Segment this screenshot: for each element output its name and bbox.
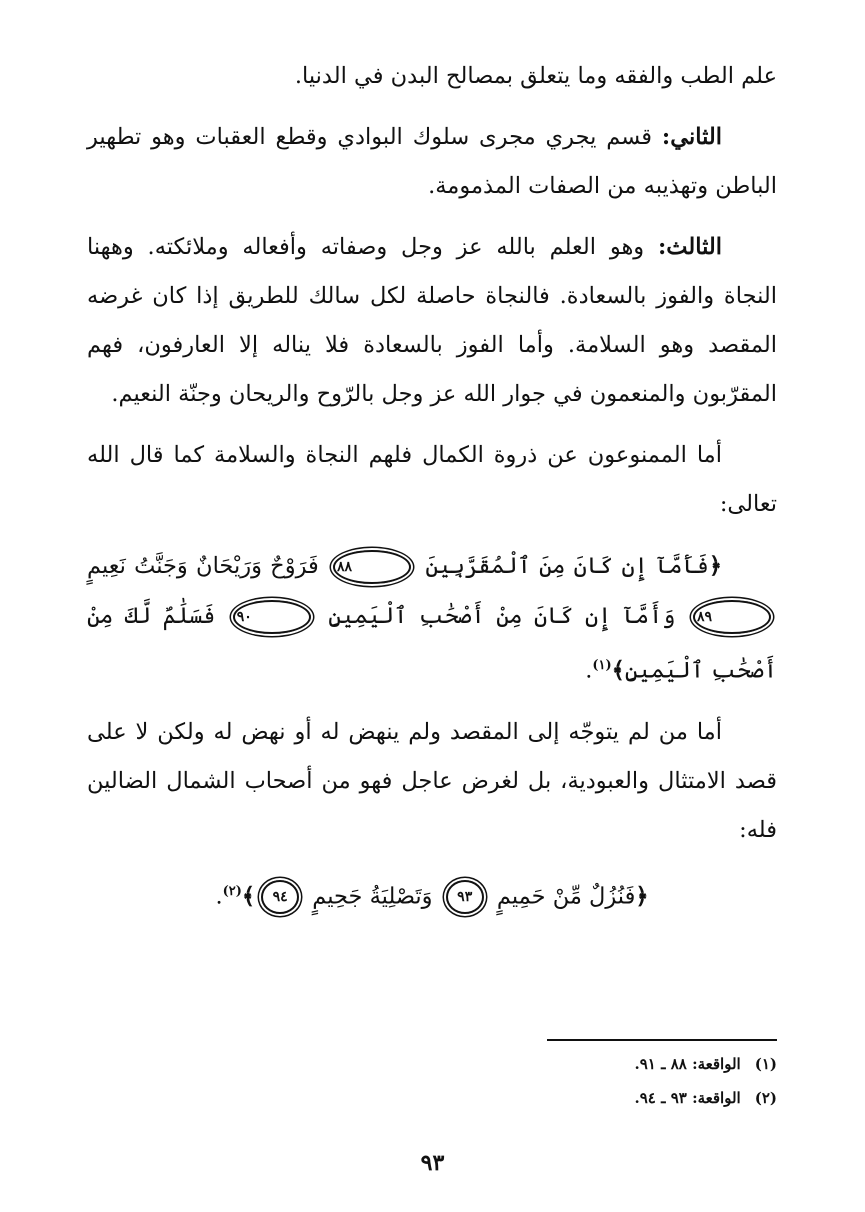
main-text: [87, 52, 777, 933]
footnotes: [377, 1047, 777, 1115]
footnote-reference: (١): [592, 658, 612, 673]
paragraph-not-directed: [87, 708, 777, 855]
paragraph-text: أما الممنوعون عن ذروة الكمال فلهم النجاة والسلامة كما قال الله تعالى:: [87, 442, 777, 517]
quran-close-brace: ﴾: [241, 883, 256, 909]
ayah-marker: ٨٨: [333, 550, 411, 584]
footnote-text: الواقعة: ٨٨ ـ ٩١.: [634, 1055, 741, 1073]
paragraph-third: [87, 223, 777, 419]
quran-segment: وَأَمَّآ إِن كَانَ مِنْ أَصْحَٰبِ ٱلْيَمِينِ: [328, 603, 676, 629]
sentence-end: .: [215, 883, 223, 909]
quran-segment: فَسَلَٰمٌ لَّكَ مِنْ أَصْحَٰبِ ٱلْيَمِينِ: [87, 603, 777, 684]
quran-segment: وَتَصْلِيَةُ جَحِيمٍ: [312, 883, 433, 909]
quran-close-brace: ﴾: [611, 657, 625, 684]
paragraph-second: [87, 113, 777, 211]
footnote-item: [377, 1047, 777, 1081]
footnote-divider: [547, 1039, 777, 1041]
paragraph-lead: الثالث:: [657, 234, 722, 260]
quran-segment: فَأَمَّآ إِن كَانَ مِنَ ٱلْمُقَرَّبِينَ: [425, 553, 709, 579]
ayah-marker: ٨٩: [693, 600, 771, 634]
footnote-number: (١): [754, 1055, 777, 1073]
quran-quote-2: [87, 867, 777, 922]
sentence-end: .: [585, 657, 593, 684]
paragraph-continuation: [87, 52, 777, 101]
quran-quote-1: [87, 541, 777, 696]
paragraph-text: علم الطب والفقه وما يتعلق بمصالح البدن في الدنيا.: [294, 63, 777, 89]
footnote-text: الواقعة: ٩٣ ـ ٩٤.: [634, 1089, 741, 1107]
ayah-marker: ٩٠: [233, 600, 311, 634]
paragraph-text: وهو العلم بالله عز وجل وصفاته وأفعاله وملائكته. وههنا النجاة والفوز بالسعادة. فالنجاة حاصلة لكل سالك للطريق إذا كان غرضه المقصد وهو السلامة. وأما الفوز بالسعادة فلا يناله إلا العارفون، فهم المقرّبون والمنعمون في جوار الله عز وجل بالرّوح والريحان وجنّة النعيم.: [87, 234, 777, 407]
paragraph-forbidden: [87, 431, 777, 529]
quran-segment: فَرَوْحٌ وَرَيْحَانٌ وَجَنَّتُ نَعِيمٍ: [87, 553, 319, 579]
ayah-marker: ٩٤: [261, 880, 299, 914]
footnote-reference: (٢): [222, 883, 242, 899]
footnote-item: [377, 1081, 777, 1115]
quran-segment: فَنُزُلٌ مِّنْ حَمِيمٍ: [496, 883, 636, 909]
quran-open-brace: ﴿: [635, 883, 649, 909]
paragraph-text: أما من لم يتوجّه إلى المقصد ولم ينهض له أو نهض له ولكن لا على قصد الامتثال والعبودية، بل لغرض عاجل فهو من أصحاب الشمال الضالين فله:: [87, 718, 777, 843]
quran-open-brace: ﴿: [708, 553, 723, 579]
ayah-marker: ٩٣: [446, 880, 484, 914]
paragraph-lead: الثاني:: [661, 124, 722, 150]
paragraph-text: قسم يجري مجرى سلوك البوادي وقطع العقبات وهو تطهير الباطن وتهذيبه من الصفات المذمومة.: [87, 124, 777, 199]
footnote-number: (٢): [754, 1089, 777, 1107]
page-number: ٩٣: [420, 1150, 445, 1176]
